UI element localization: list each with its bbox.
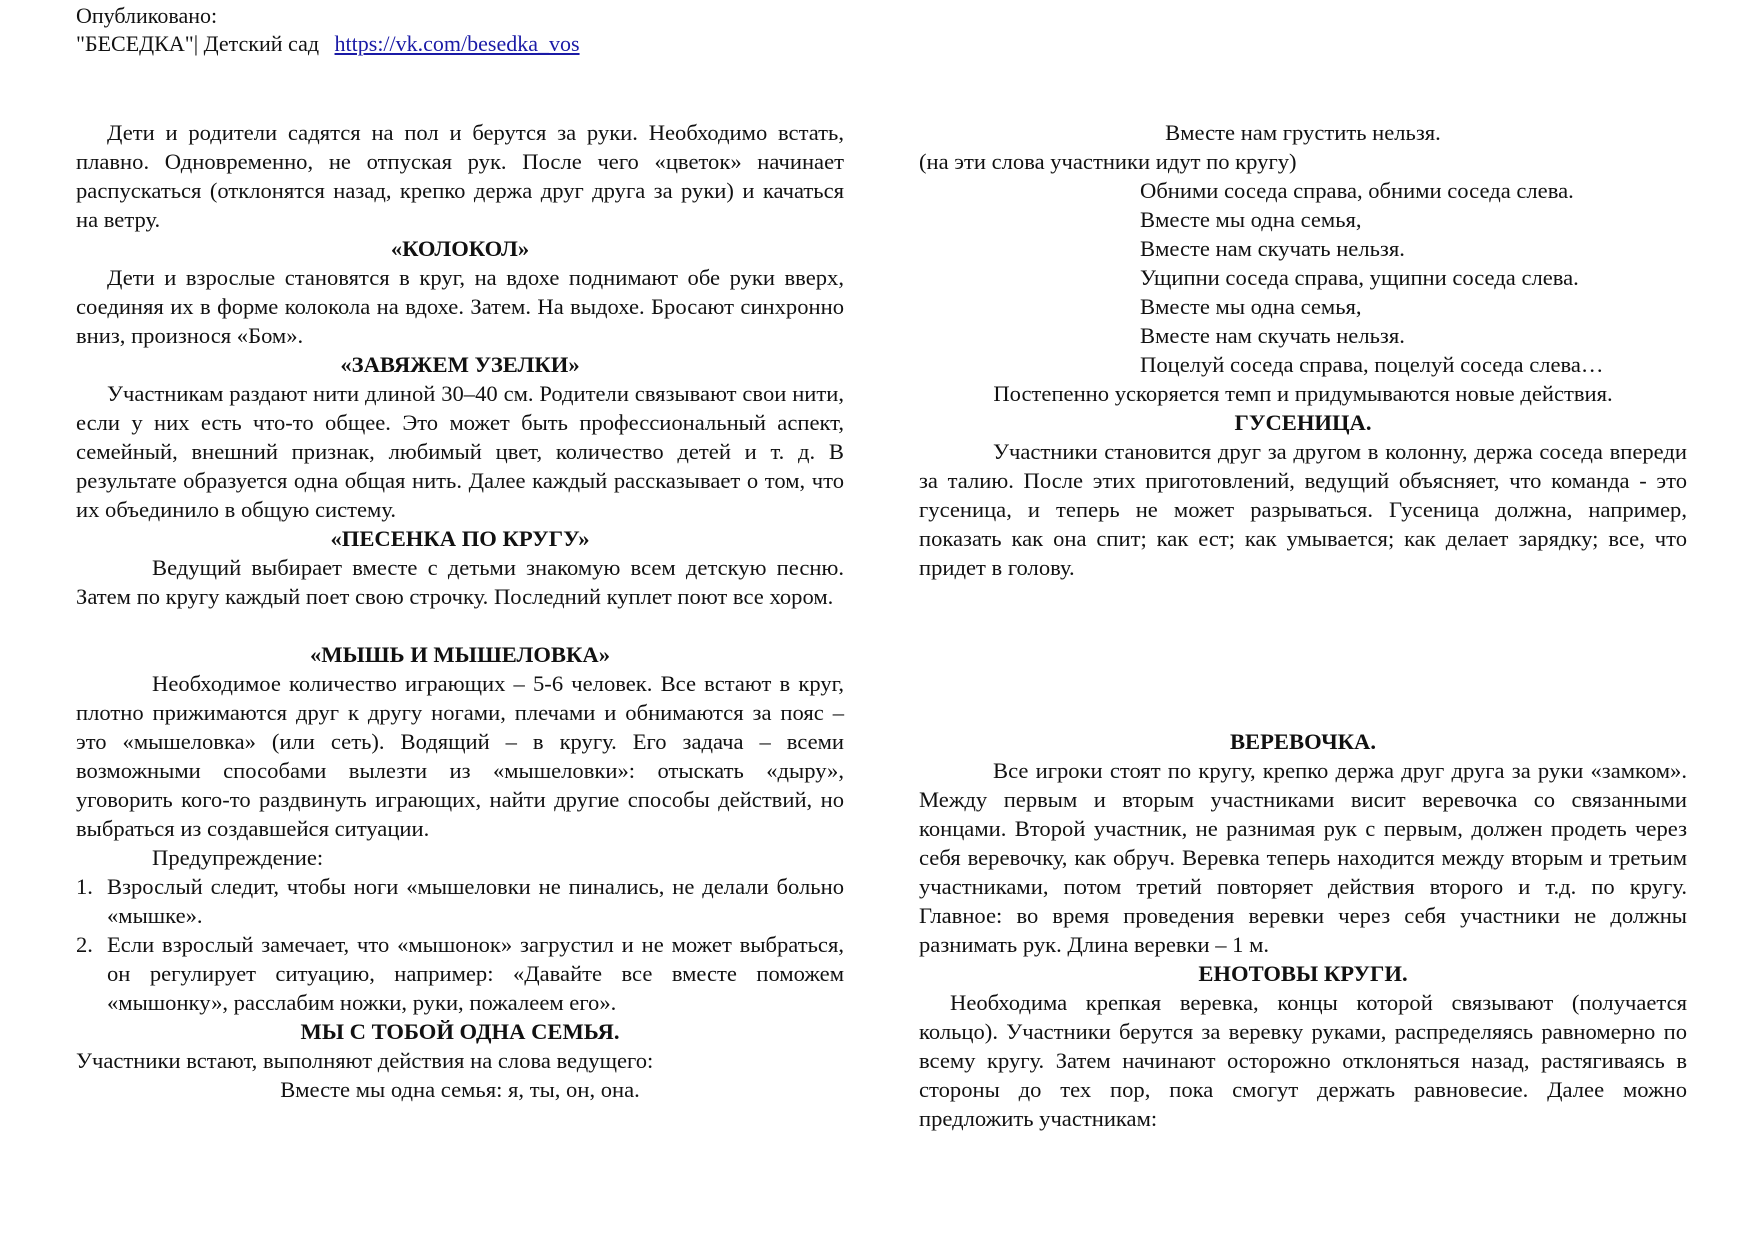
source-name: "БЕСЕДКА"| Детский сад — [76, 31, 320, 56]
verse-line: Обними соседа справа, обними соседа слева. — [1140, 178, 1574, 203]
verse-note: (на эти слова участники идут по кругу) — [919, 149, 1297, 174]
published-label: Опубликовано: — [76, 3, 218, 28]
intro-paragraph: Дети и родители садятся на пол и берутся за руки. Необходимо встать, плавно. Одновременно, не отпуская рук. После чего «цветок» начинает распускаться (отклонятся назад, крепко держа друг друга за руки) и качаться на ветру. — [76, 120, 844, 232]
list-item — [76, 872, 844, 930]
verse-line: Вместе мы одна семья, — [1140, 207, 1362, 232]
spacer — [919, 582, 1687, 640]
semya-paragraph: Участники встают, выполняют действия на слова ведущего: — [76, 1048, 654, 1073]
mysh-warning-label: Предупреждение: — [152, 845, 324, 870]
verse-line: Вместе мы одна семья, — [1140, 294, 1362, 319]
spacer — [76, 611, 844, 640]
list-item-text: Если взрослый замечает, что «мышонок» загрустил и не может выбраться, он регулирует ситуацию, например: «Давайте все вместе поможем «мышонку», расслабим ножки, руки, пожалеем его». — [107, 932, 844, 1015]
list-item-number: 2. — [76, 932, 93, 957]
verse-line: Ущипни соседа справа, ущипни соседа слева. — [1140, 265, 1579, 290]
verevochka-heading: ВЕРЕВОЧКА. — [1229, 729, 1377, 754]
uzelki-heading: «ЗАВЯЖЕМ УЗЕЛКИ» — [340, 352, 580, 377]
publication-header — [76, 2, 580, 58]
spacer — [919, 698, 1687, 727]
semya-heading: МЫ С ТОБОЙ ОДНА СЕМЬЯ. — [300, 1019, 620, 1044]
gusenitsa-heading: ГУСЕНИЦА. — [1234, 410, 1372, 435]
list-item-text: Взрослый следит, чтобы ноги «мышеловки не пинались, не делали больно «мышке». — [107, 874, 844, 928]
source-line — [76, 30, 580, 58]
uzelki-paragraph: Участникам раздают нити длиной 30–40 см. Родители связывают свои нити, если у них есть что-то общее. Это может быть профессиональный аспект, семейный, внешний признак, любимый цвет, количество детей и т. д. В результате образуется одна общая нить. Далее каждый рассказывает о том, что их объединило в общую систему. — [76, 381, 844, 522]
gusenitsa-paragraph: Участники становится друг за другом в колонну, держа соседа впереди за талию. После этих приготовлений, ведущий объясняет, что команда - это гусеница, и теперь не может разрываться. Гусеница должна, например, показать как она спит; как ест; как умывается; как делает зарядку; все, что придет в голову. — [919, 439, 1687, 580]
verse-line: Вместе нам скучать нельзя. — [1140, 323, 1405, 348]
source-link[interactable]: https://vk.com/besedka_vos — [334, 31, 580, 56]
list-item-number: 1. — [76, 874, 93, 899]
verevochka-paragraph: Все игроки стоят по кругу, крепко держа друг друга за руки «замком». Между первым и вторым участниками висит веревочка со связанными концами. Второй участник, не разнимая рук с первым, должен продеть через себя веревочку, как обруч. Веревка теперь находится между вторым и третьим участниками, потом третий повторяет действия второго и т.д. по кругу. Главное: во время проведения веревки через себя участники не должны разнимать рук. Длина веревки – 1 м. — [919, 758, 1687, 957]
verse-line: Вместе нам скучать нельзя. — [1140, 236, 1405, 261]
right-column — [919, 118, 1687, 1133]
pesenka-heading: «ПЕСЕНКА ПО КРУГУ» — [330, 526, 590, 551]
pesenka-paragraph: Ведущий выбирает вместе с детьми знакомую всем детскую песню. Затем по кругу каждый поет свою строчку. Последний куплет поют все хором. — [76, 555, 844, 609]
spacer — [919, 640, 1687, 698]
left-column — [76, 118, 844, 1104]
enot-heading: ЕНОТОВЫ КРУГИ. — [1198, 961, 1408, 986]
mysh-paragraph: Необходимое количество играющих – 5-6 человек. Все встают в круг, плотно прижимаются друг к другу ногами, плечами и обнимаются за пояс – это «мышеловка» (или сеть). Водящий – в кругу. Его задача – всеми возможными способами вылезти из «мышеловки»: отыскать «дыру», уговорить кого-то раздвинуть играющих, найти другие способы действий, но выбраться из создавшейся ситуации. — [76, 671, 844, 841]
list-item — [76, 930, 844, 1017]
mysh-heading: «МЫШЬ И МЫШЕЛОВКА» — [310, 642, 610, 667]
verse-line: Поцелуй соседа справа, поцелуй соседа слева… — [1140, 352, 1604, 377]
kolokol-heading: «КОЛОКОЛ» — [390, 236, 530, 261]
verse-top-line: Вместе нам грустить нельзя. — [1165, 120, 1441, 145]
tempo-line: Постепенно ускоряется темп и придумываются новые действия. — [993, 381, 1613, 406]
enot-paragraph: Необходима крепкая веревка, концы которой связывают (получается кольцо). Участники берутся за веревку руками, распределяясь равномерно по всему кругу. Затем начинают осторожно отклоняться назад, растягиваясь в стороны до тех пор, пока смогут держать равновесие. Далее можно предложить участникам: — [919, 990, 1687, 1131]
semya-verse-line: Вместе мы одна семья: я, ты, он, она. — [280, 1077, 640, 1102]
kolokol-paragraph: Дети и взрослые становятся в круг, на вдохе поднимают обе руки вверх, соединяя их в форме колокола на вдохе. Затем. На выдохе. Бросают синхронно вниз, произнося «Бом». — [76, 265, 844, 348]
